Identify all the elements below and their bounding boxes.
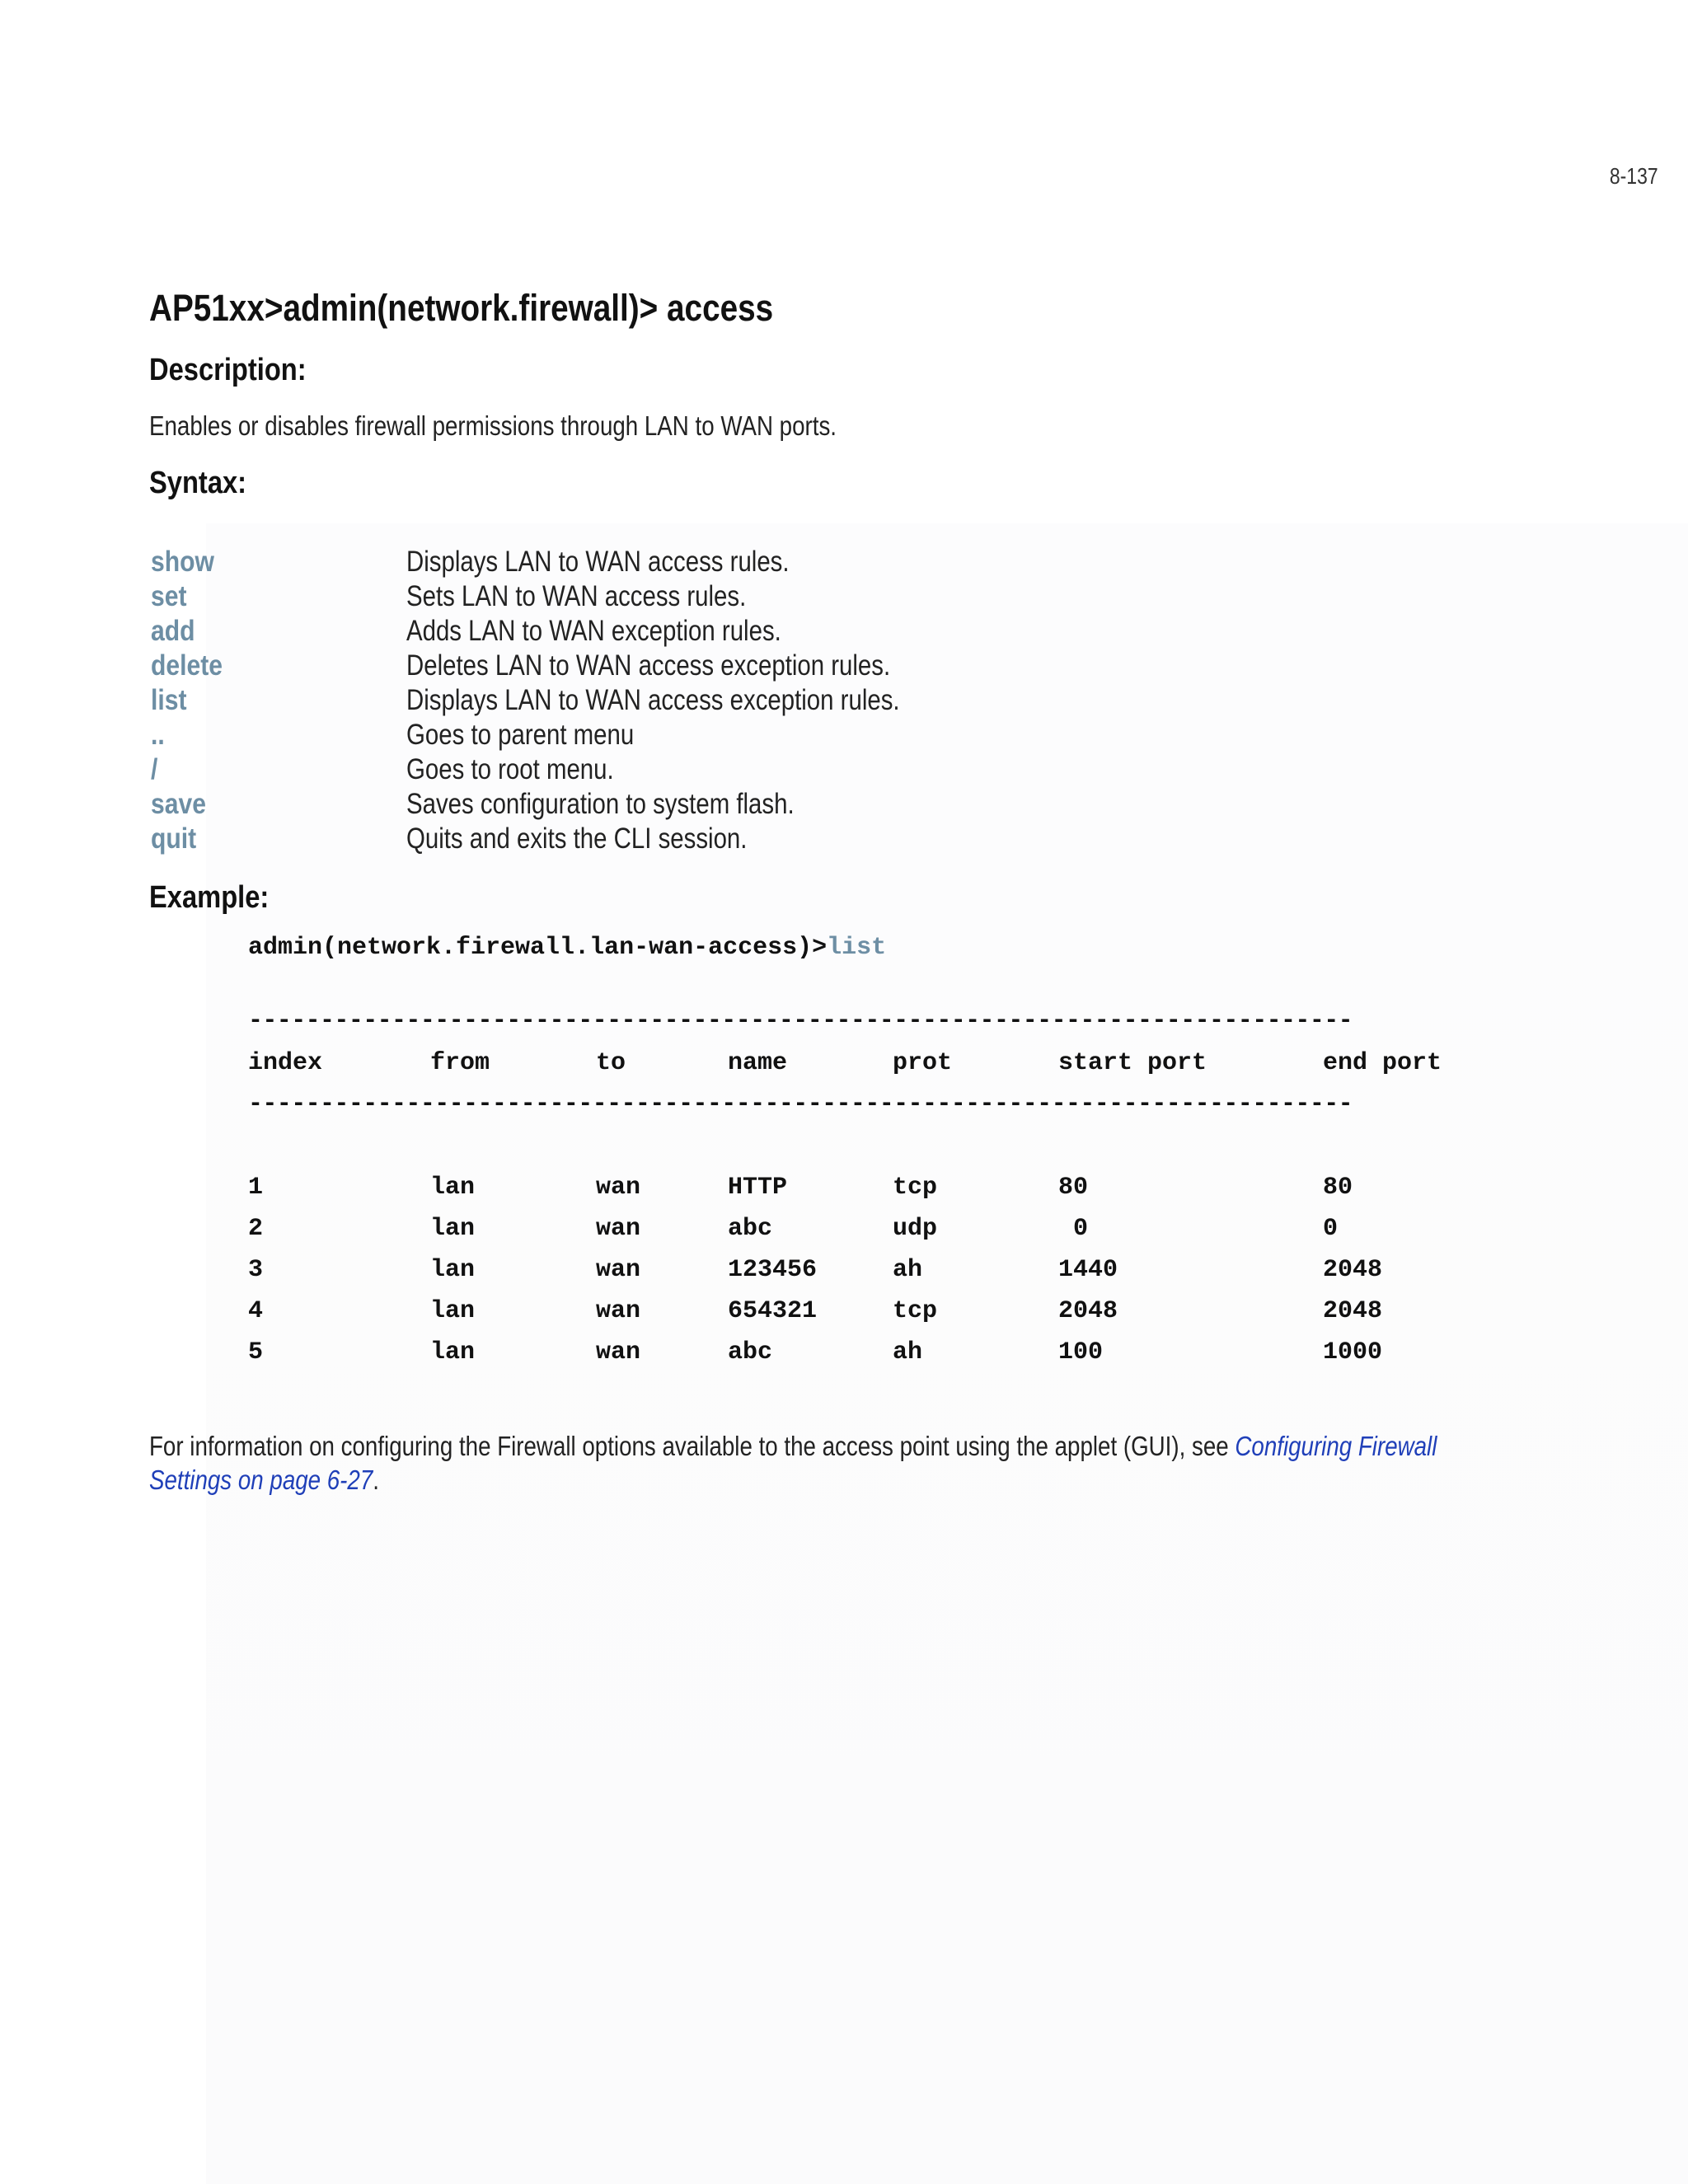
cell-start-port: 80 bbox=[1058, 1174, 1089, 1202]
cell-start-port: 1440 bbox=[1058, 1256, 1118, 1284]
cell-to: wan bbox=[596, 1215, 641, 1243]
syntax-command: delete bbox=[151, 649, 223, 682]
syntax-description: Adds LAN to WAN exception rules. bbox=[406, 615, 781, 647]
syntax-description: Goes to root menu. bbox=[406, 753, 614, 785]
syntax-description: Quits and exits the CLI session. bbox=[406, 823, 748, 855]
header-prot: prot bbox=[893, 1049, 953, 1077]
table-separator: ----------------------------------------------------------------------------- bbox=[248, 1090, 1353, 1118]
cell-to: wan bbox=[596, 1297, 641, 1325]
syntax-command: add bbox=[151, 615, 195, 647]
command-title: AP51xx>admin(network.firewall)> access bbox=[149, 287, 774, 329]
cell-from: lan bbox=[430, 1297, 476, 1325]
header-start-port: start port bbox=[1058, 1049, 1207, 1077]
syntax-command: .. bbox=[151, 719, 165, 751]
cell-end-port: 2048 bbox=[1323, 1256, 1383, 1284]
cell-prot: tcp bbox=[893, 1297, 938, 1325]
cell-end-port: 0 bbox=[1323, 1215, 1339, 1243]
syntax-command: list bbox=[151, 684, 187, 716]
cell-prot: ah bbox=[893, 1338, 923, 1366]
cell-end-port: 80 bbox=[1323, 1174, 1353, 1202]
header-from: from bbox=[430, 1049, 490, 1077]
cell-from: lan bbox=[430, 1174, 476, 1202]
cell-to: wan bbox=[596, 1338, 641, 1366]
footer-period: . bbox=[373, 1465, 379, 1495]
cell-index: 3 bbox=[248, 1256, 264, 1284]
description-heading: Description: bbox=[149, 353, 307, 387]
syntax-description: Saves configuration to system flash. bbox=[406, 788, 795, 820]
header-to: to bbox=[596, 1049, 626, 1077]
cell-index: 2 bbox=[248, 1215, 264, 1243]
cell-from: lan bbox=[430, 1256, 476, 1284]
syntax-description: Displays LAN to WAN access exception rules. bbox=[406, 684, 900, 716]
header-name: name bbox=[728, 1049, 788, 1077]
syntax-command: show bbox=[151, 546, 214, 578]
cross-reference-link[interactable]: Configuring Firewall bbox=[1235, 1431, 1437, 1461]
example-heading: Example: bbox=[149, 880, 270, 915]
cell-index: 1 bbox=[248, 1174, 264, 1202]
cell-start-port: 100 bbox=[1058, 1338, 1104, 1366]
cell-to: wan bbox=[596, 1174, 641, 1202]
footer-text: For information on configuring the Firewall options available to the access point using the applet (GUI), see bbox=[149, 1431, 1236, 1461]
cell-name: HTTP bbox=[728, 1174, 788, 1202]
cell-index: 4 bbox=[248, 1297, 264, 1325]
header-end-port: end port bbox=[1323, 1049, 1442, 1077]
cli-command: list bbox=[827, 934, 887, 962]
cell-start-port: 2048 bbox=[1058, 1297, 1118, 1325]
cell-start-port: 0 bbox=[1058, 1215, 1089, 1243]
cell-name: abc bbox=[728, 1338, 773, 1366]
syntax-description: Sets LAN to WAN access rules. bbox=[406, 580, 747, 612]
syntax-command: set bbox=[151, 580, 187, 612]
cell-index: 5 bbox=[248, 1338, 264, 1366]
syntax-description: Displays LAN to WAN access rules. bbox=[406, 546, 790, 578]
cross-reference-link[interactable]: Settings on page 6-27 bbox=[149, 1465, 373, 1495]
cell-name: abc bbox=[728, 1215, 773, 1243]
cell-name: 654321 bbox=[728, 1297, 818, 1325]
description-text: Enables or disables firewall permissions through LAN to WAN ports. bbox=[149, 410, 837, 441]
cell-to: wan bbox=[596, 1256, 641, 1284]
cell-from: lan bbox=[430, 1215, 476, 1243]
syntax-command: quit bbox=[151, 823, 197, 855]
footer-paragraph bbox=[149, 1431, 1437, 1462]
cell-prot: ah bbox=[893, 1256, 923, 1284]
cell-end-port: 1000 bbox=[1323, 1338, 1383, 1366]
cell-from: lan bbox=[430, 1338, 476, 1366]
syntax-heading: Syntax: bbox=[149, 466, 247, 500]
cli-prompt bbox=[248, 934, 886, 962]
cell-end-port: 2048 bbox=[1323, 1297, 1383, 1325]
table-separator: ----------------------------------------------------------------------------- bbox=[248, 1007, 1353, 1035]
cell-prot: tcp bbox=[893, 1174, 938, 1202]
page-number: 8-137 bbox=[1610, 163, 1658, 189]
cli-prompt-text: admin(network.firewall.lan-wan-access)> bbox=[248, 934, 828, 962]
syntax-command: save bbox=[151, 788, 206, 820]
syntax-description: Deletes LAN to WAN access exception rules. bbox=[406, 649, 891, 682]
syntax-description: Goes to parent menu bbox=[406, 719, 635, 751]
cell-name: 123456 bbox=[728, 1256, 818, 1284]
footer-paragraph-continued bbox=[149, 1465, 379, 1496]
header-index: index bbox=[248, 1049, 323, 1077]
syntax-command: / bbox=[151, 753, 158, 785]
cell-prot: udp bbox=[893, 1215, 938, 1243]
